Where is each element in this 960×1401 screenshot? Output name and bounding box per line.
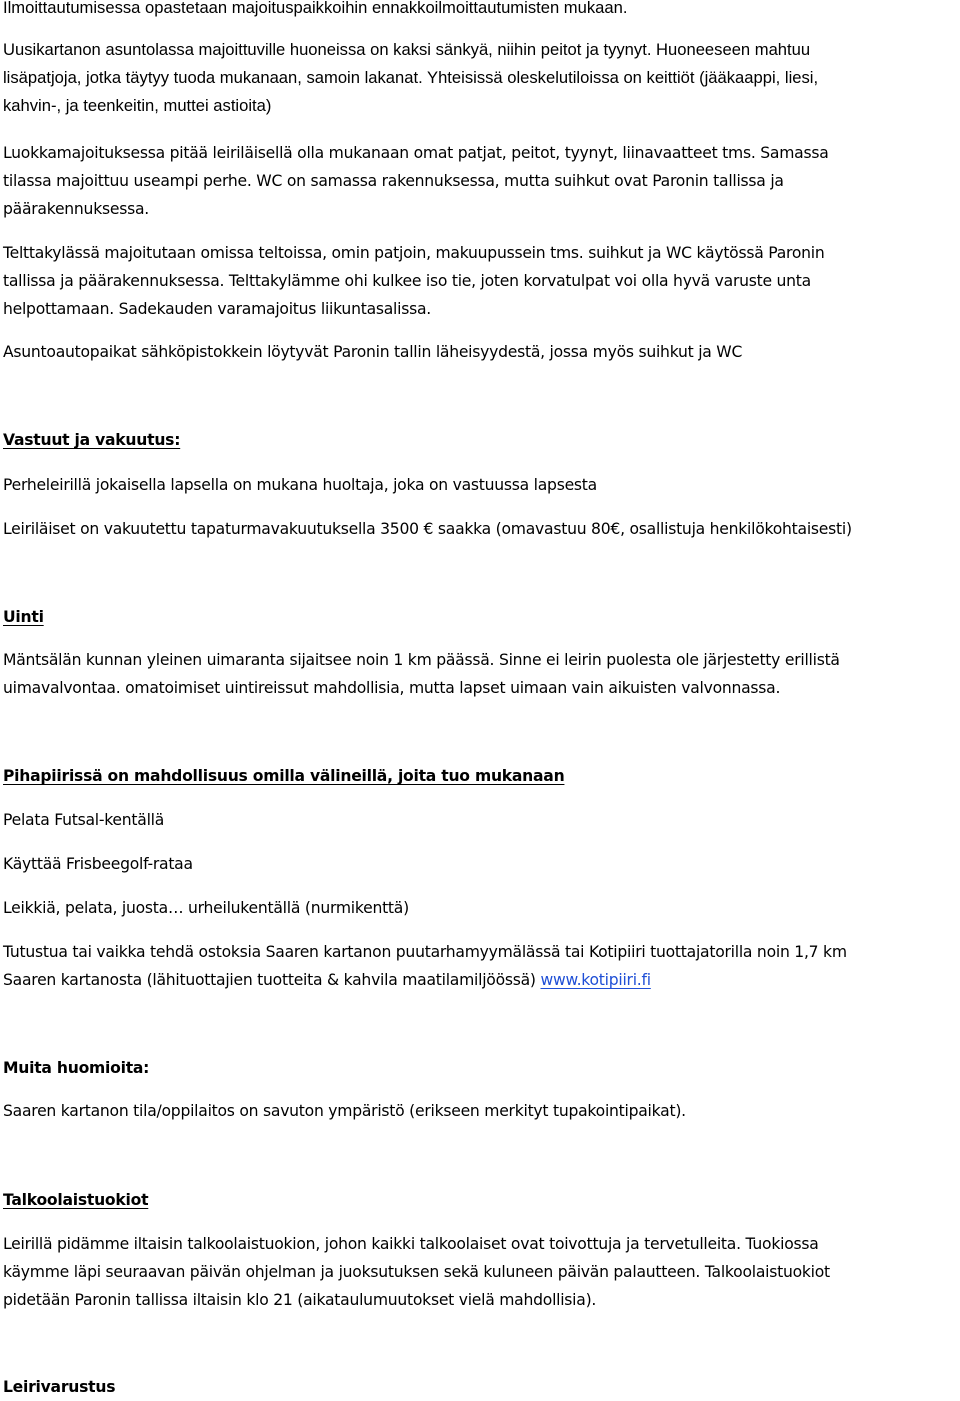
futsal-text: Pelata Futsal-kentällä: [3, 811, 165, 829]
motorhome-paragraph: [3, 338, 958, 366]
tent-line-3: helpottamaan. Sadekauden varamajoitus liikuntasalissa.: [3, 300, 431, 318]
yard-item-2: [3, 850, 958, 878]
accommodation-line-2: tilassa majoittuu useampi perhe. WC on samassa rakennuksessa, mutta suihkut ovat Paronin tallissa ja: [3, 172, 784, 190]
intro-line-2: lisäpatjoja, jotka täytyy tuoda mukanaan, samoin lakanat. Yhteisissä oleskelutiloissa on keittiöt (jääkaappi, liesi,: [3, 68, 819, 87]
yard-item-3: [3, 894, 958, 922]
talkoo-line-1: Leirillä pidämme iltaisin talkoolaistuokion, johon kaikki talkoolaiset ovat toivottuja ja tervetulleita. Tuokiossa: [3, 1235, 819, 1253]
talkoo-heading: Talkoolaistuokiot: [3, 1191, 149, 1209]
sports-field-text: Leikkiä, pelata, juosta… urheilukentällä (nurmikenttä): [3, 899, 409, 917]
swimming-line-2: uimavalvontaa. omatoimiset uintireissut mahdollisia, mutta lapset uimaan vain aikuisten valvonnassa.: [3, 679, 781, 697]
responsibility-paragraph-2: [3, 515, 958, 543]
intro-paragraph-2: [3, 36, 958, 120]
accommodation-line-1: Luokkamajoituksessa pitää leiriläisellä olla mukanaan omat patjat, peitot, tyynyt, liinavaatteet tms. Samassa: [3, 144, 829, 162]
motorhome-text: Asuntoautopaikat sähköpistokkein löytyvät Paronin tallin läheisyydestä, jossa myös suihkut ja WC: [3, 343, 743, 361]
swimming-paragraph: [3, 646, 958, 702]
talkoo-line-3: pidetään Paronin tallissa iltaisin klo 21 (aikataulumuutokset vielä mahdollisia).: [3, 1291, 597, 1309]
responsibility-heading: Vastuut ja vakuutus:: [3, 431, 181, 449]
swimming-line-1: Mäntsälän kunnan yleinen uimaranta sijaitsee noin 1 km päässä. Sinne ei leirin puolesta ole järjestetty erillistä: [3, 651, 840, 669]
shopping-line-2-text: Saaren kartanosta (lähituottajien tuotteita & kahvila maatilamiljöössä): [3, 971, 541, 989]
guardian-text: Perheleirillä jokaisella lapsella on mukana huoltaja, joka on vastuussa lapsesta: [3, 476, 597, 494]
intro-paragraph-1: [3, 0, 958, 22]
intro-line-3: kahvin-, ja teenkeitin, muttei astioita): [3, 96, 272, 115]
tent-village-paragraph: [3, 239, 958, 323]
responsibility-heading-block: [3, 426, 958, 454]
accommodation-line-3: päärakennuksessa.: [3, 200, 149, 218]
notes-heading: Muita huomioita:: [3, 1059, 150, 1077]
shopping-line-1: Tutustua tai vaikka tehdä ostoksia Saaren kartanon puutarhamyymälässä tai Kotipiiri tuottajatorilla noin 1,7 km: [3, 943, 847, 961]
shopping-line-2: [3, 966, 958, 994]
talkoo-heading-block: [3, 1186, 958, 1214]
insurance-text: Leiriläiset on vakuutettu tapaturmavakuutuksella 3500 € saakka (omavastuu 80€, osallistuja henkilökohtaisesti): [3, 520, 852, 538]
frisbeegolf-text: Käyttää Frisbeegolf-rataa: [3, 855, 193, 873]
notes-paragraph: [3, 1097, 958, 1125]
swimming-heading-block: [3, 603, 958, 631]
equipment-heading: Leirivarustus: [3, 1378, 116, 1396]
swimming-heading: Uinti: [3, 608, 44, 626]
intro-text: Ilmoittautumisessa opastetaan majoituspaikkoihin ennakkoilmoittautumisten mukaan.: [3, 0, 628, 17]
yard-item-1: [3, 806, 958, 834]
shopping-paragraph: [3, 938, 958, 994]
notes-heading-block: [3, 1054, 958, 1082]
tent-line-1: Telttakylässä majoitutaan omissa teltoissa, omin patjoin, makuupussein tms. suihkut ja WC käytössä Paronin: [3, 244, 825, 262]
talkoo-line-2: käymme läpi seuraavan päivän ohjelman ja juoksutuksen sekä kuluneen päivän palautteen. Talkoolaistuokiot: [3, 1263, 830, 1281]
intro-line-1: Uusikartanon asuntolassa majoittuville huoneissa on kaksi sänkyä, niihin peitot ja tyynyt. Huoneeseen mahtuu: [3, 40, 811, 59]
kotipiiri-link[interactable]: www.kotipiiri.fi: [540, 971, 651, 989]
yard-heading: Pihapiirissä on mahdollisuus omilla välineillä, joita tuo mukanaan: [3, 767, 565, 785]
tent-line-2: tallissa ja päärakennuksessa. Telttakylämme ohi kulkee iso tie, joten korvatulpat voi olla hyvä varuste unta: [3, 272, 811, 290]
class-accommodation-paragraph: [3, 139, 958, 223]
yard-heading-block: [3, 762, 958, 790]
smoke-free-text: Saaren kartanon tila/oppilaitos on savuton ympäristö (erikseen merkityt tupakointipaikat).: [3, 1102, 686, 1120]
responsibility-paragraph-1: [3, 471, 958, 499]
talkoo-paragraph: [3, 1230, 958, 1314]
